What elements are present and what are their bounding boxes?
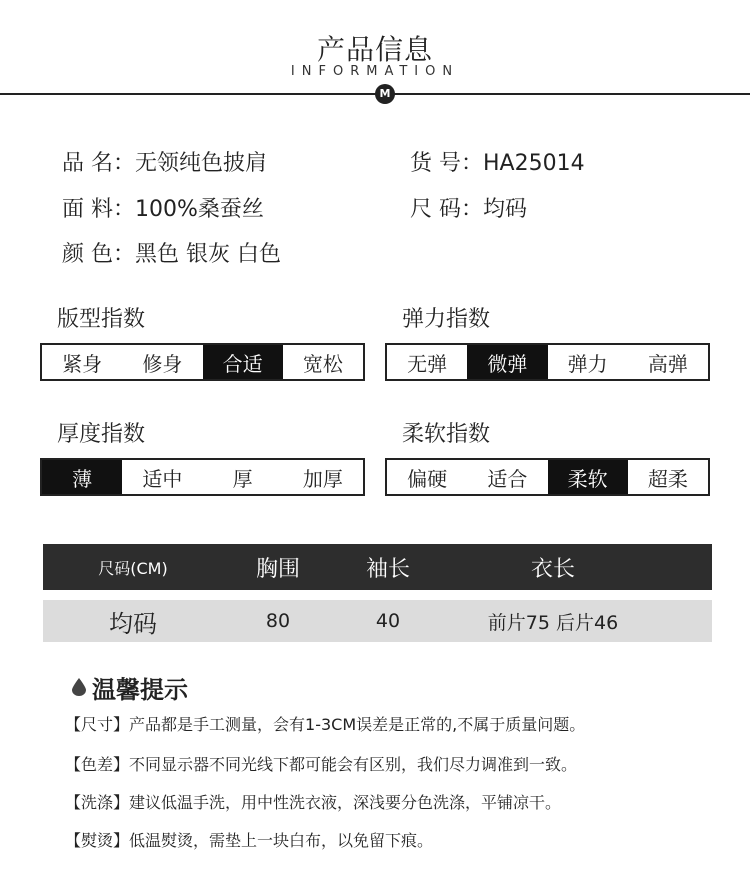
softness-option: 柔软 bbox=[548, 460, 628, 494]
cell-size: 均码 bbox=[109, 609, 157, 638]
page-subtitle: INFORMATION bbox=[290, 64, 460, 79]
info-fabric: 面 料：100%桑蚕丝 bbox=[62, 197, 264, 222]
info-name: 品 名：无领纯色披肩 bbox=[62, 151, 267, 176]
stretch-option: 高弹 bbox=[647, 351, 688, 376]
tip-text: 产品都是手工测量，会有1-3CM误差是正常的,不属于质量问题。 bbox=[129, 715, 586, 734]
fit-option: 宽松 bbox=[302, 351, 343, 376]
fit-option: 合适 bbox=[203, 345, 283, 379]
water-drop-icon bbox=[72, 678, 86, 696]
thickness-option: 加厚 bbox=[302, 466, 343, 491]
softness-index-title: 柔软指数 bbox=[402, 422, 491, 447]
fit-option: 紧身 bbox=[62, 351, 103, 376]
info-item-no: 货 号：HA25014 bbox=[410, 151, 585, 176]
size-table-header bbox=[43, 544, 712, 590]
tip-item bbox=[65, 752, 577, 775]
header-length: 衣长 bbox=[530, 556, 575, 582]
stretch-option: 无弹 bbox=[407, 351, 448, 376]
tip-text: 不同显示器不同光线下都可能会有区别，我们尽力调准到一致。 bbox=[129, 755, 578, 774]
thickness-option: 厚 bbox=[232, 466, 253, 491]
tip-item bbox=[65, 828, 433, 851]
stretch-option: 弹力 bbox=[567, 351, 608, 376]
tip-item bbox=[65, 712, 585, 735]
softness-option: 偏硬 bbox=[407, 466, 448, 491]
tip-text: 建议低温手洗，用中性洗衣液，深浅要分色洗涤，平铺凉干。 bbox=[129, 793, 562, 812]
cell-length: 前片75 后片46 bbox=[487, 611, 619, 634]
size-table-row bbox=[43, 600, 712, 642]
softness-index-scale bbox=[385, 458, 710, 496]
tip-tag: 【洗涤】 bbox=[65, 793, 130, 812]
page-title: 产品信息 bbox=[316, 33, 433, 66]
tip-tag: 【尺寸】 bbox=[65, 715, 130, 734]
thickness-index-scale bbox=[40, 458, 365, 496]
softness-option: 适合 bbox=[487, 466, 528, 491]
cell-chest: 80 bbox=[265, 610, 291, 632]
tip-item bbox=[65, 790, 561, 813]
fit-option: 修身 bbox=[142, 351, 183, 376]
tip-tag: 【熨烫】 bbox=[65, 831, 130, 850]
thickness-option: 薄 bbox=[42, 460, 122, 494]
thickness-index-title: 厚度指数 bbox=[57, 422, 146, 447]
info-color: 颜 色：黑色 银灰 白色 bbox=[62, 242, 281, 267]
thickness-option: 适中 bbox=[142, 466, 183, 491]
header-chest: 胸围 bbox=[255, 556, 300, 582]
stretch-option: 微弹 bbox=[467, 345, 547, 379]
stretch-index-title: 弹力指数 bbox=[402, 307, 491, 332]
tip-text: 低温熨烫，需垫上一块白布，以免留下痕。 bbox=[129, 831, 434, 850]
m-badge-icon: M bbox=[375, 84, 395, 104]
softness-option: 超柔 bbox=[647, 466, 688, 491]
fit-index-title: 版型指数 bbox=[57, 307, 146, 332]
fit-index-scale bbox=[40, 343, 365, 381]
header-sleeve: 袖长 bbox=[365, 556, 410, 582]
cell-sleeve: 40 bbox=[375, 610, 401, 632]
tip-tag: 【色差】 bbox=[65, 755, 130, 774]
info-size: 尺 码：均码 bbox=[410, 197, 527, 222]
tips-title: 温馨提示 bbox=[92, 676, 188, 704]
header-size: 尺码(CM) bbox=[98, 558, 168, 578]
stretch-index-scale bbox=[385, 343, 710, 381]
